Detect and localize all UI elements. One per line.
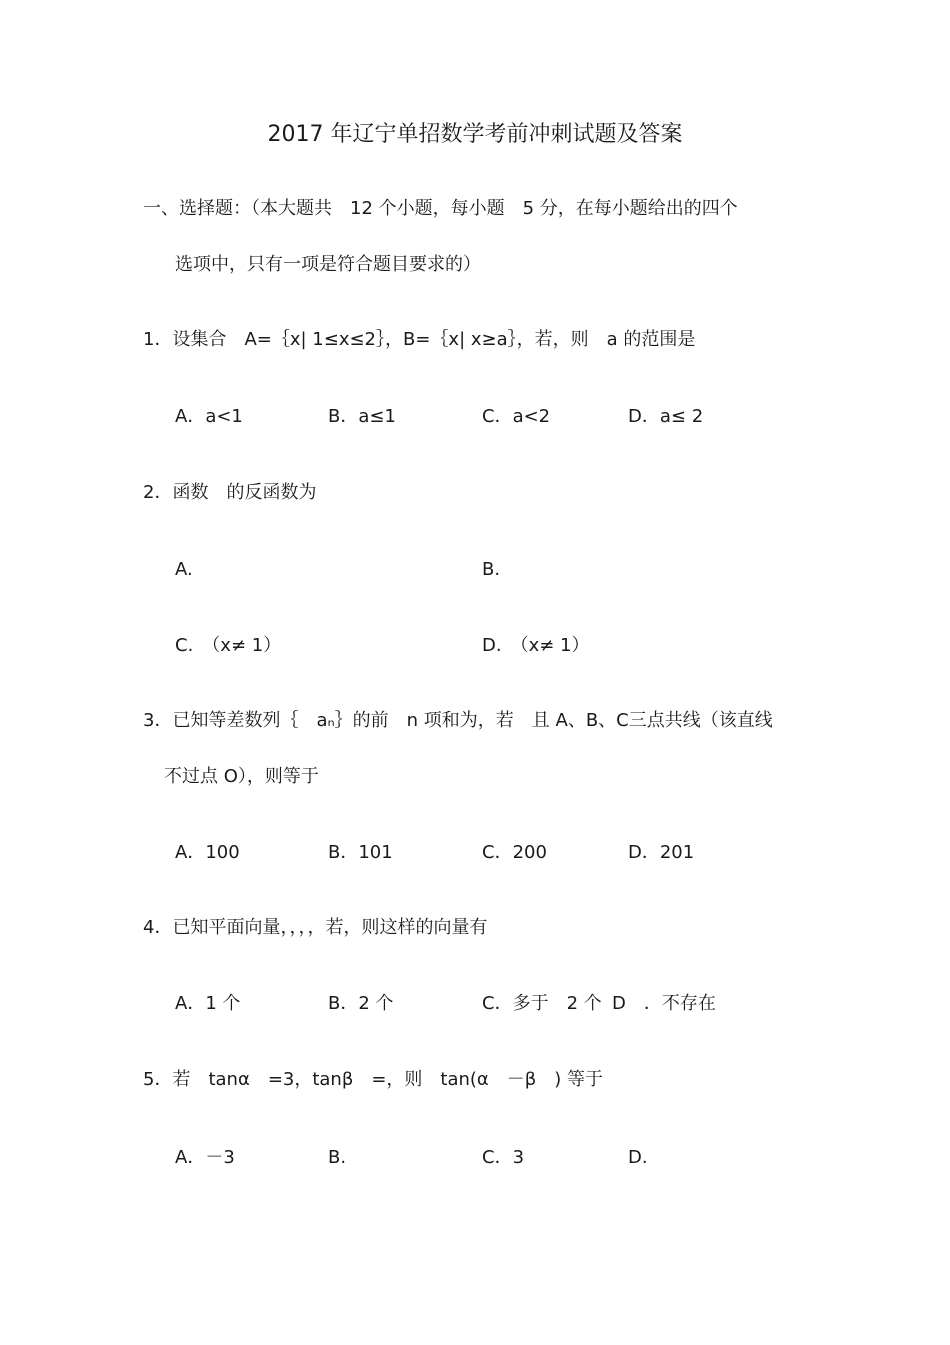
section-heading-line-2: 选项中，只有一项是符合题目要求的） xyxy=(175,254,481,275)
question-1-option-d: D．a≤ 2 xyxy=(628,406,704,427)
question-2-option-a: A. xyxy=(175,559,193,580)
page-title: 2017 年辽宁单招数学考前冲刺试题及答案 xyxy=(267,122,683,147)
question-3-stem-continued: 不过点 O），则等于 xyxy=(164,766,319,787)
question-3-option-b: B．101 xyxy=(328,842,393,863)
question-3-option-a: A．100 xyxy=(175,842,240,863)
question-1-option-b: B．a≤1 xyxy=(328,406,396,427)
question-4-option-d: D ．不存在 xyxy=(612,993,716,1014)
question-4-stem: 4．已知平面向量，，，，若，则这样的向量有 xyxy=(143,917,488,938)
section-heading-line-1: 一、选择题：（本大题共 12 个小题，每小题 5 分，在每小题给出的四个 xyxy=(143,198,738,219)
question-4-option-c: C．多于 2 个 xyxy=(482,993,602,1014)
question-5-option-a: A．－3 xyxy=(175,1147,235,1168)
question-1-option-c: C．a<2 xyxy=(482,406,551,427)
question-2-option-d: D. （x≠ 1） xyxy=(482,635,590,656)
question-3-stem: 3．已知等差数列｛ aₙ｝的前 n 项和为，若 且 A、B、C三点共线（该直线 xyxy=(143,710,773,731)
question-3-option-c: C．200 xyxy=(482,842,547,863)
question-1-stem: 1．设集合 A=｛x| 1≤x≤2｝，B=｛x| x≥a｝，若，则 a 的范围是 xyxy=(143,329,696,350)
question-2-option-c: C. （x≠ 1） xyxy=(175,635,282,656)
question-5-stem: 5．若 tanα =3，tanβ =，则 tan(α －β ) 等于 xyxy=(143,1069,604,1090)
question-2-stem: 2．函数 的反函数为 xyxy=(143,482,317,503)
question-5-option-b: B. xyxy=(328,1147,347,1168)
question-2-option-b: B. xyxy=(482,559,501,580)
question-1-option-a: A．a<1 xyxy=(175,406,243,427)
question-3-option-d: D．201 xyxy=(628,842,695,863)
question-4-option-b: B．2 个 xyxy=(328,993,394,1014)
question-5-option-c: C．3 xyxy=(482,1147,525,1168)
question-5-option-d: D. xyxy=(628,1147,648,1168)
question-4-option-a: A．1 个 xyxy=(175,993,241,1014)
